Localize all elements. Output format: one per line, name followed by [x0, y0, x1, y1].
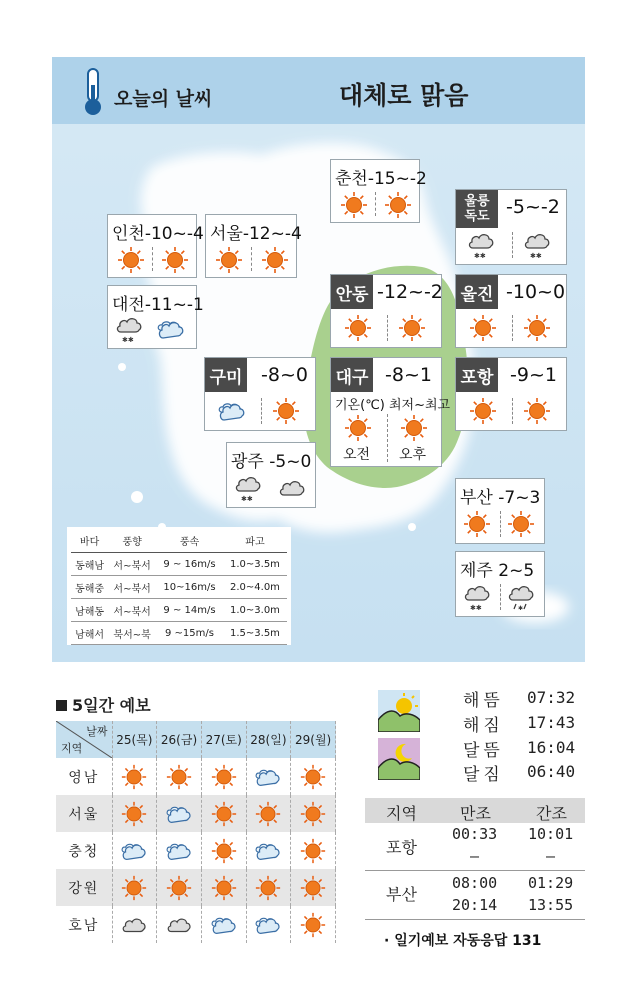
snow-icon: [466, 230, 496, 260]
city-name: 대전-11~-1: [112, 295, 204, 315]
forecast-cell: [201, 758, 246, 795]
city-daejeon: [107, 285, 204, 349]
city-incheon: [107, 214, 204, 278]
forecast-day-header: 29(월): [291, 721, 336, 758]
city-gwangju: [226, 442, 316, 508]
city-name-badge: 울릉 독도: [456, 190, 498, 228]
forecast-cell: [157, 758, 202, 795]
snow-icon: [522, 230, 552, 260]
sunset-time: 17:43: [527, 713, 576, 732]
city-temp: -9~1: [510, 364, 557, 386]
forecast-row: [56, 906, 336, 943]
sunrise-sunset-icon: [378, 690, 420, 732]
forecast-region: 충청: [56, 832, 112, 869]
svg-text:✱✱: ✱✱: [241, 495, 253, 503]
forecast-region: 호남: [56, 906, 112, 943]
sun-icon: [253, 800, 283, 828]
forecast-table: [56, 721, 336, 943]
partly-cloudy-icon: [119, 837, 149, 865]
city-name-badge: 포항: [456, 358, 498, 392]
forecast-cell: [246, 869, 291, 906]
sea-cell: 남해서: [71, 622, 108, 645]
forecast-cell: [112, 832, 157, 869]
forecast-day-header: 27(토): [201, 721, 246, 758]
forecast-cell: [246, 795, 291, 832]
sun-icon: [119, 874, 149, 902]
partly-cloudy-icon: [217, 396, 247, 426]
tide-city-pohang: 포항: [386, 838, 417, 857]
moonset-label: 달짐: [463, 765, 504, 785]
city-daegu: [330, 357, 451, 467]
sun-icon: [119, 800, 149, 828]
sea-conditions-table: [67, 527, 291, 645]
sun-icon: [298, 800, 328, 828]
forecast-corner-header: 날짜 지역: [56, 721, 112, 758]
forecast-cell: [201, 832, 246, 869]
city-jeju: [455, 551, 545, 617]
forecast-cell: [112, 906, 157, 943]
sun-icon: [522, 313, 552, 343]
forecast-cell: [201, 906, 246, 943]
city-temp: -8~1: [385, 364, 432, 386]
tide-high: 08:00: [452, 874, 498, 892]
sea-cell: 서~북서: [108, 553, 156, 576]
partly-cloudy-icon: [253, 837, 283, 865]
partly-cloudy-icon: [209, 911, 239, 939]
sun-icon: [343, 413, 373, 443]
sea-header-cell: 파고: [223, 530, 287, 553]
cloud-icon: [119, 911, 149, 939]
weather-condition: 대체로 맑음: [339, 81, 469, 110]
snow-icon: [233, 473, 263, 503]
sea-cell: 10~16m/s: [156, 576, 223, 599]
sea-row: [71, 622, 287, 645]
forecast-row: [56, 758, 336, 795]
sun-icon: [209, 837, 239, 865]
sun-icon: [160, 245, 190, 275]
forecast-row: [56, 869, 336, 906]
thermometer-icon: [80, 67, 106, 117]
cloud-icon: [277, 473, 307, 503]
sea-cell: 9 ~15m/s: [156, 622, 223, 645]
sun-icon: [164, 763, 194, 791]
city-name: 제주 2~5: [460, 561, 535, 581]
sea-cell: 9 ~ 16m/s: [156, 553, 223, 576]
partly-cloudy-icon: [253, 911, 283, 939]
forecast-cell: [246, 832, 291, 869]
forecast-cell: [201, 795, 246, 832]
sea-cell: 2.0~4.0m: [223, 576, 287, 599]
snow-icon: [462, 582, 492, 612]
svg-text:✱✱: ✱✱: [122, 336, 134, 344]
sunrise-label: 해뜸: [463, 691, 504, 711]
sunrise-time: 07:32: [527, 688, 576, 707]
sun-icon: [397, 313, 427, 343]
sea-header-cell: 바다: [71, 530, 108, 553]
city-pohang: [455, 357, 567, 431]
forecast-cell: [201, 869, 246, 906]
moonrise-label: 달뜸: [463, 741, 504, 761]
tide-high: 00:33: [452, 825, 498, 843]
sea-cell: 동해중: [71, 576, 108, 599]
forecast-title: 5일간 예보: [56, 693, 151, 716]
forecast-cell: [157, 832, 202, 869]
am-label: 오전: [343, 447, 371, 463]
sea-row: [71, 599, 287, 622]
sea-header-cell: 풍속: [156, 530, 223, 553]
city-name-badge: 구미: [205, 358, 247, 392]
sea-cell: 동해남: [71, 553, 108, 576]
forecast-cell: [291, 906, 336, 943]
sun-icon: [298, 837, 328, 865]
forecast-cell: [112, 869, 157, 906]
forecast-cell: [246, 758, 291, 795]
sun-icon: [339, 190, 369, 220]
forecast-cell: [246, 906, 291, 943]
city-name: 인천-10~-4: [112, 224, 204, 244]
sun-icon: [468, 396, 498, 426]
sea-cell: 1.0~3.5m: [223, 553, 287, 576]
sea-cell: 북서~북: [108, 622, 156, 645]
forecast-region: 영남: [56, 758, 112, 795]
sun-icon: [119, 763, 149, 791]
sun-icon: [214, 245, 244, 275]
sun-icon: [116, 245, 146, 275]
forecast-day-header: 28(일): [246, 721, 291, 758]
city-name: 부산 -7~3: [460, 488, 541, 508]
city-temp: -10~0: [506, 281, 566, 303]
sea-cell: 서~북서: [108, 599, 156, 622]
sun-icon: [298, 763, 328, 791]
city-temp: -5~-2: [506, 196, 560, 218]
forecast-cell: [291, 795, 336, 832]
forecast-cell: [112, 795, 157, 832]
sun-icon: [260, 245, 290, 275]
city-name-badge: 안동: [331, 275, 373, 309]
sea-row: [71, 576, 287, 599]
svg-text:✱: ✱: [518, 605, 524, 612]
sunset-label: 해짐: [463, 716, 504, 736]
temp-legend: 기온(℃) 최저~최고: [335, 398, 451, 413]
city-busan: [455, 478, 545, 544]
city-temp: -8~0: [261, 364, 308, 386]
forecast-cell: [291, 758, 336, 795]
today-weather-title: 오늘의 날씨: [114, 88, 213, 110]
city-name: 춘천-15~-2: [335, 169, 427, 189]
tide-header: 지역 만조 간조: [365, 798, 585, 823]
forecast-hotline: · 일기예보 자동응답 131: [384, 933, 542, 949]
sea-cell: 서~북서: [108, 576, 156, 599]
city-gumi: [204, 357, 316, 431]
svg-text:✱✱: ✱✱: [474, 252, 486, 260]
city-name: 광주 -5~0: [231, 452, 312, 472]
forecast-region: 서울: [56, 795, 112, 832]
tide-low: 10:01: [528, 825, 574, 843]
partly-cloudy-icon: [253, 763, 283, 791]
forecast-day-header: 25(목): [112, 721, 157, 758]
sun-icon: [383, 190, 413, 220]
snow-icon: [114, 314, 144, 344]
map-header: [52, 57, 585, 124]
sun-icon: [506, 509, 536, 539]
forecast-cell: [157, 869, 202, 906]
sea-header-cell: 풍향: [108, 530, 156, 553]
sea-cell: 1.0~3.0m: [223, 599, 287, 622]
svg-text:✱✱: ✱✱: [470, 604, 482, 612]
city-chuncheon: [330, 159, 427, 223]
forecast-day-header: 26(금): [157, 721, 202, 758]
sun-icon: [298, 874, 328, 902]
sea-cell: 9 ~ 14m/s: [156, 599, 223, 622]
forecast-cell: [291, 869, 336, 906]
sun-icon: [399, 413, 429, 443]
forecast-cell: [157, 906, 202, 943]
moonrise-time: 16:04: [527, 738, 576, 757]
sun-icon: [271, 396, 301, 426]
tide-city-busan: 부산: [386, 885, 417, 904]
tide-low: 13:55: [528, 896, 574, 914]
tide-high: 20:14: [452, 896, 498, 914]
city-andong: [330, 274, 442, 348]
city-name-badge: 대구: [331, 358, 373, 392]
sea-cell: 남해동: [71, 599, 108, 622]
sun-icon: [343, 313, 373, 343]
sun-icon: [253, 874, 283, 902]
city-ulleung: [455, 189, 567, 265]
tide-low: 01:29: [528, 874, 574, 892]
moonrise-moonset-icon: [378, 738, 420, 780]
sun-icon: [468, 313, 498, 343]
sun-icon: [209, 874, 239, 902]
forecast-cell: [157, 795, 202, 832]
pm-label: 오후: [399, 447, 427, 463]
forecast-row: [56, 795, 336, 832]
partly-cloudy-icon: [164, 800, 194, 828]
city-name-badge: 울진: [456, 275, 498, 309]
partly-cloudy-icon: [164, 837, 194, 865]
sun-icon: [209, 800, 239, 828]
tide-high: –: [470, 847, 480, 865]
sea-cell: 1.5~3.5m: [223, 622, 287, 645]
forecast-row: [56, 832, 336, 869]
sun-icon: [164, 874, 194, 902]
cloud-icon: [164, 911, 194, 939]
sun-icon: [209, 763, 239, 791]
svg-text:✱✱: ✱✱: [530, 252, 542, 260]
forecast-cell: [291, 832, 336, 869]
partly-cloudy-icon: [156, 314, 186, 344]
city-temp: -12~-2: [377, 281, 443, 303]
moonset-time: 06:40: [527, 762, 576, 781]
forecast-region: 강원: [56, 869, 112, 906]
rain-snow-icon: [506, 582, 536, 612]
forecast-cell: [112, 758, 157, 795]
city-seoul: [205, 214, 302, 278]
sun-icon: [298, 911, 328, 939]
tide-low: –: [546, 847, 556, 865]
sea-row: [71, 553, 287, 576]
sun-icon: [462, 509, 492, 539]
city-uljin: [455, 274, 567, 348]
sun-icon: [522, 396, 552, 426]
city-name: 서울-12~-4: [210, 224, 302, 244]
